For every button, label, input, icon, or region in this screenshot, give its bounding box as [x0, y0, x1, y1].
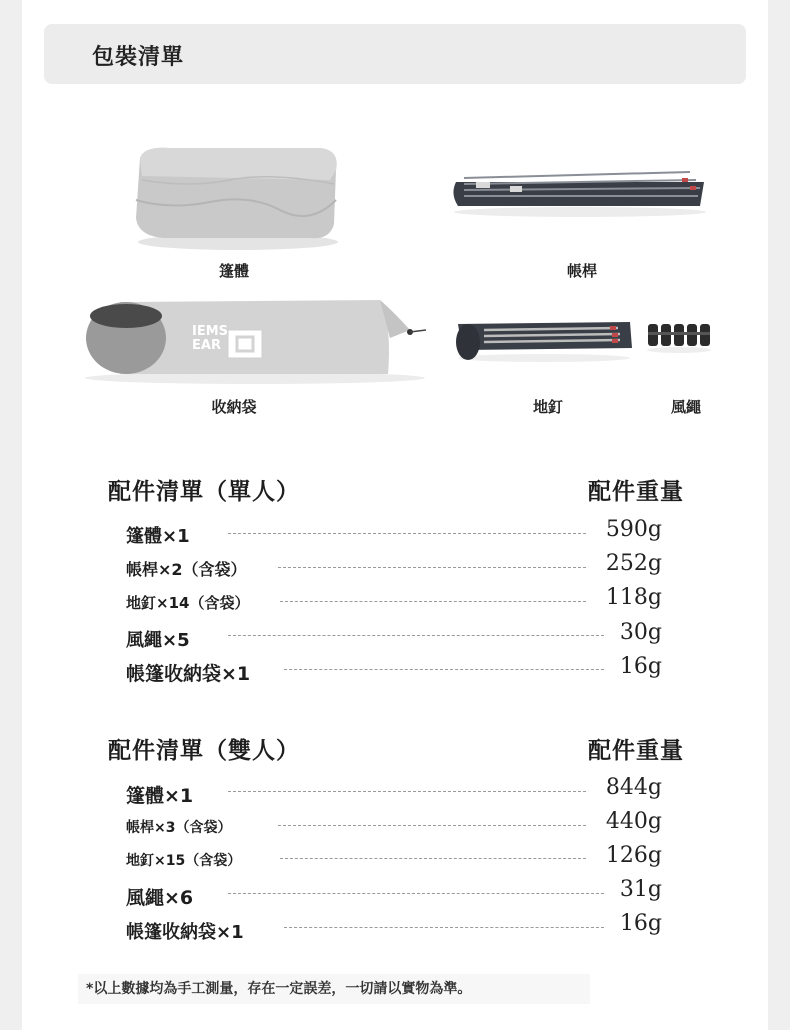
- storage-bag-logo-line2: EAR: [192, 338, 221, 353]
- single-row-leader: [284, 669, 604, 670]
- double-row-weight: 440g: [605, 809, 662, 834]
- single-row-leader: [228, 635, 604, 636]
- poles-image: [450, 164, 710, 220]
- storage-bag-image: [80, 294, 430, 386]
- single-row-leader: [278, 567, 586, 568]
- double-weight-header: 配件重量: [588, 738, 684, 764]
- double-row-label: 風繩×6: [126, 887, 194, 909]
- double-row-leader: [280, 858, 586, 859]
- single-row-weight: 30g: [619, 620, 662, 645]
- stakes-image: [454, 316, 636, 364]
- guy-ropes-caption: 風繩: [670, 398, 701, 416]
- single-row-weight: 118g: [605, 585, 662, 610]
- double-row-leader: [284, 927, 604, 928]
- single-row-leader: [228, 533, 586, 534]
- double-row-weight: 31g: [619, 877, 662, 902]
- single-row-weight: 252g: [605, 551, 662, 576]
- single-row-label: 帳桿×2（含袋）: [126, 560, 247, 579]
- single-row-label: 篷體×1: [126, 526, 190, 547]
- disclaimer-note: *以上數據均為手工測量，存在一定誤差，一切請以實物為準。: [78, 974, 590, 1004]
- double-row-leader: [228, 791, 586, 792]
- single-row-label: 帳篷收納袋×1: [126, 663, 251, 685]
- single-row-weight: 16g: [619, 654, 662, 679]
- double-row-leader: [278, 825, 586, 826]
- storage-bag-caption: 收納袋: [211, 398, 257, 416]
- storage-bag-logo-line1: IEMS: [192, 324, 229, 339]
- page-title: 包裝清單: [92, 45, 185, 70]
- tent-body-caption: 篷體: [218, 262, 249, 280]
- single-row-weight: 590g: [605, 517, 662, 542]
- double-row-label: 地釘×15（含袋）: [126, 853, 242, 869]
- stakes-caption: 地釘: [532, 398, 563, 416]
- single-weight-header: 配件重量: [588, 479, 684, 505]
- double-row-weight: 126g: [605, 843, 662, 868]
- header-bar: [44, 24, 746, 84]
- double-row-leader: [228, 893, 604, 894]
- double-list-title: 配件清單（雙人）: [108, 738, 300, 764]
- single-row-label: 風繩×5: [126, 630, 190, 651]
- page: [22, 0, 768, 1030]
- guy-ropes-image: [644, 318, 714, 354]
- double-row-weight: 16g: [619, 911, 662, 936]
- double-row-weight: 844g: [605, 775, 662, 800]
- double-row-label: 帳桿×3（含袋）: [126, 820, 232, 836]
- single-list-title: 配件清單（單人）: [108, 479, 300, 505]
- single-row-leader: [280, 601, 586, 602]
- double-row-label: 帳篷收納袋×1: [126, 922, 244, 943]
- single-row-label: 地釘×14（含袋）: [126, 594, 250, 612]
- tent-body-image: [130, 140, 346, 252]
- poles-caption: 帳桿: [566, 262, 597, 280]
- double-row-label: 篷體×1: [126, 785, 194, 807]
